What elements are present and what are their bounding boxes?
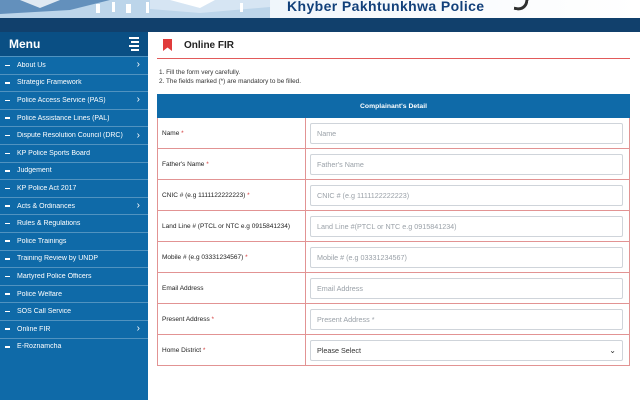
form-input[interactable] xyxy=(310,216,623,237)
form-input[interactable] xyxy=(310,185,623,206)
form-input[interactable] xyxy=(310,247,623,268)
field-label-text: Present Address xyxy=(162,315,210,323)
menu-header xyxy=(0,32,148,56)
dash-icon xyxy=(5,65,10,67)
sidebar-item[interactable] xyxy=(0,338,148,356)
form-row xyxy=(158,149,630,180)
chevron-right-icon: › xyxy=(136,200,140,212)
form-row-district xyxy=(158,335,630,366)
form-input[interactable] xyxy=(310,154,623,175)
field-cell xyxy=(306,118,630,149)
sidebar-item[interactable] xyxy=(0,162,148,180)
form-row xyxy=(158,211,630,242)
dash-icon xyxy=(5,276,10,278)
form-row xyxy=(158,273,630,304)
required-marker: * xyxy=(243,253,248,261)
dash-icon xyxy=(5,135,10,137)
select-value: Please Select xyxy=(317,345,361,355)
site-banner xyxy=(0,0,640,18)
page-title: Online FIR xyxy=(184,39,234,51)
sidebar-item-label: Police Access Service (PAS) xyxy=(17,96,106,104)
form-input[interactable] xyxy=(310,278,623,299)
form-input[interactable] xyxy=(310,309,623,330)
top-navbar xyxy=(0,18,640,32)
dash-icon xyxy=(5,170,10,172)
dash-icon xyxy=(5,188,10,190)
field-cell xyxy=(306,149,630,180)
form-row xyxy=(158,180,630,211)
menu-list xyxy=(0,56,148,355)
sidebar-item-label: Strategic Framework xyxy=(17,79,82,87)
sidebar-item[interactable] xyxy=(0,126,148,144)
form-row xyxy=(158,304,630,335)
sidebar-item-label: Martyred Police Officers xyxy=(17,272,92,280)
field-label-text: Mobile # (e.g 03331234567) xyxy=(162,253,244,261)
sidebar-item-label: Acts & Ordinances xyxy=(17,202,75,210)
dash-icon xyxy=(5,293,10,295)
sidebar-item[interactable] xyxy=(0,179,148,197)
chevron-right-icon: › xyxy=(136,59,140,71)
banner-artwork xyxy=(0,0,270,18)
field-label xyxy=(158,149,306,180)
form-input[interactable] xyxy=(310,123,623,144)
sidebar-item-label: About Us xyxy=(17,61,46,69)
field-label xyxy=(158,242,306,273)
field-label xyxy=(158,273,306,304)
sidebar-item[interactable] xyxy=(0,250,148,268)
menu-title: Menu xyxy=(9,37,41,51)
chevron-right-icon: › xyxy=(136,323,140,335)
sidebar-item-label: KP Police Sports Board xyxy=(17,149,91,157)
dash-icon xyxy=(5,205,10,207)
sidebar-item-label: Dispute Resolution Council (DRC) xyxy=(17,132,123,140)
form-instructions xyxy=(157,68,630,86)
field-cell xyxy=(306,211,630,242)
required-marker: * xyxy=(204,160,209,168)
field-cell xyxy=(306,335,630,366)
field-cell xyxy=(306,304,630,335)
sidebar-item-label: SOS Call Service xyxy=(17,308,72,316)
form-row xyxy=(158,118,630,149)
hamburger-icon[interactable] xyxy=(129,37,139,51)
form-row xyxy=(158,242,630,273)
site-title: Khyber Pakhtunkhwa Police xyxy=(287,0,485,14)
chevron-right-icon: › xyxy=(136,129,140,141)
field-label-text: Father's Name xyxy=(162,160,205,168)
sidebar-item[interactable] xyxy=(0,74,148,92)
dash-icon xyxy=(5,311,10,313)
main-content xyxy=(157,32,630,400)
sidebar-item-label: Judgement xyxy=(17,167,52,175)
dash-icon xyxy=(5,223,10,225)
sidebar-item[interactable] xyxy=(0,56,148,74)
page-header xyxy=(157,32,630,59)
field-cell xyxy=(306,273,630,304)
sidebar-item[interactable] xyxy=(0,109,148,127)
field-label-text: CNIC # (e.g 1111122222223) xyxy=(162,191,246,199)
dash-icon xyxy=(5,328,10,330)
sidebar-item-label: E-Roznamcha xyxy=(17,343,62,351)
field-label xyxy=(158,180,306,211)
sidebar-item[interactable] xyxy=(0,320,148,338)
chevron-down-icon: ⌄ xyxy=(609,345,616,355)
field-label xyxy=(158,118,306,149)
sidebar-item-label: Police Welfare xyxy=(17,290,63,298)
sidebar-item-label: Police Assistance Lines (PAL) xyxy=(17,114,110,122)
field-label xyxy=(158,211,306,242)
required-marker: * xyxy=(179,129,184,137)
field-label-text: Email Address xyxy=(162,284,204,292)
instruction-line: 1. Fill the form very carefully. xyxy=(159,69,241,76)
sidebar-item[interactable] xyxy=(0,91,148,109)
required-marker: * xyxy=(209,315,215,323)
dash-icon xyxy=(5,153,10,155)
sidebar-item[interactable] xyxy=(0,214,148,232)
section-header: Complainant's Detail xyxy=(158,95,630,118)
sidebar-item-label: Police Trainings xyxy=(17,237,67,245)
sidebar-item[interactable] xyxy=(0,197,148,215)
field-label xyxy=(158,304,306,335)
required-marker: * xyxy=(245,191,250,199)
dash-icon xyxy=(5,346,10,348)
instruction-line: 2. The fields marked (*) are mandatory to be filled. xyxy=(159,78,301,85)
sidebar-item-label: KP Police Act 2017 xyxy=(17,184,77,192)
dash-icon xyxy=(5,100,10,102)
district-label: Home District xyxy=(162,346,202,354)
bookmark-icon xyxy=(163,39,172,51)
dash-icon xyxy=(5,82,10,84)
sidebar-item[interactable] xyxy=(0,285,148,303)
field-cell xyxy=(306,180,630,211)
sidebar-item[interactable] xyxy=(0,302,148,320)
chevron-right-icon: › xyxy=(136,94,140,106)
sidebar-item[interactable] xyxy=(0,144,148,162)
field-label-text: Land Line # (PTCL or NTC e.g 0915841234) xyxy=(162,222,291,230)
field-cell xyxy=(306,242,630,273)
dash-icon xyxy=(5,240,10,242)
field-label xyxy=(158,335,306,366)
sidebar-item-label: Online FIR xyxy=(17,325,51,333)
sidebar xyxy=(0,32,148,400)
sidebar-item[interactable] xyxy=(0,232,148,250)
home-district-select[interactable] xyxy=(310,340,623,361)
required-marker: * xyxy=(202,346,206,354)
field-label-text: Name xyxy=(162,129,180,137)
banner-swoosh xyxy=(514,0,530,12)
sidebar-item-label: Training Review by UNDP xyxy=(17,255,99,263)
dash-icon xyxy=(5,117,10,119)
sidebar-item[interactable] xyxy=(0,267,148,285)
dash-icon xyxy=(5,258,10,260)
complainant-form xyxy=(157,94,630,366)
sidebar-item-label: Rules & Regulations xyxy=(17,220,81,228)
